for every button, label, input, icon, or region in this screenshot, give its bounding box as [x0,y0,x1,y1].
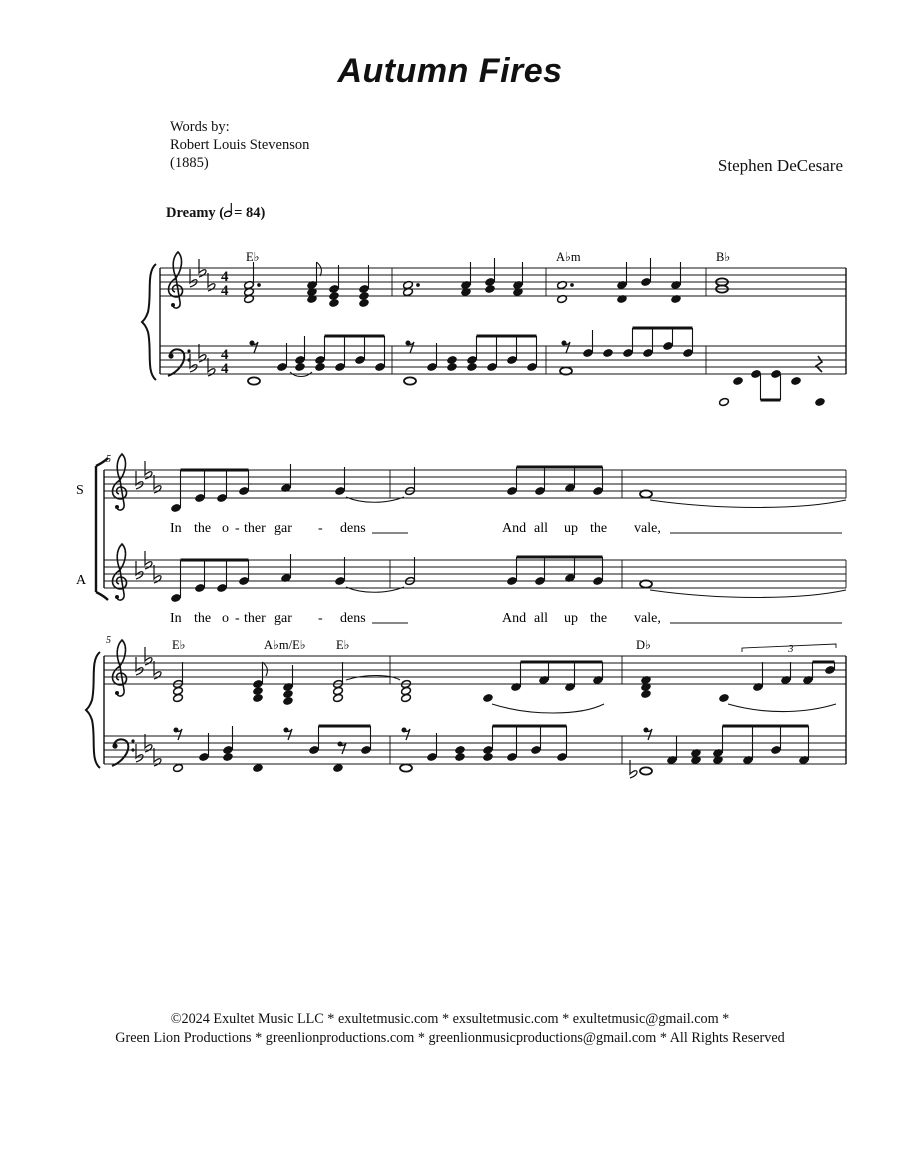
lyric-syllable: up [564,611,578,626]
treble-clef-icon [113,640,127,696]
chord-symbol: E♭ [172,638,186,652]
tempo-text: Dreamy ( [166,205,225,221]
lyric-syllable: gar [274,521,292,536]
lyric-syllable: the [194,611,212,626]
lyric-syllable: the [590,611,608,626]
copyright-footer [0,1010,900,1048]
lyric-hyphen: - [318,611,323,626]
triplet-number: 3 [788,643,794,655]
alto-lyrics [170,611,842,626]
alto-melody [171,554,846,602]
system-1 [142,250,846,407]
treble-clef-icon [113,544,127,600]
lyric-syllable: dens [340,521,366,536]
voice-label-soprano: S [76,483,84,498]
piano-lh-system-2 [173,726,810,778]
measure-number: 5 [106,635,111,646]
chord-symbol: D♭ [636,638,651,652]
lyric-syllable: all [534,611,548,626]
lyric-syllable: And [502,611,527,626]
lyric-syllable: the [194,521,212,536]
key-signature [190,259,215,376]
lyric-syllable: dens [340,611,366,626]
tempo-value: = 84) [234,205,266,221]
grand-staff-brace [142,264,156,380]
lyric-hyphen: - [318,521,323,536]
measure-4-rh [716,278,728,292]
lyric-syllable: ther [244,611,266,626]
lyric-syllable: the [590,521,608,536]
lyric-syllable: all [534,521,548,536]
chord-symbol: A♭m/E♭ [264,638,306,652]
voice-label-alto: A [76,573,87,588]
measure-number: 5 [106,454,111,465]
lyric-hyphen: - [235,521,240,536]
treble-clef-icon [169,252,183,308]
grand-staff-brace [86,652,100,768]
poem-year: (1885) [170,155,209,171]
composer-credit: Stephen DeCesare [717,156,843,175]
treble-clef-icon [113,454,127,510]
chord-symbol: A♭m [556,250,581,264]
lyric-syllable: vale, [634,521,661,536]
key-signature [136,461,161,583]
svg-text:4: 4 [221,269,229,285]
measure-2-rh [403,258,524,297]
page-title: Autumn Fires [337,52,563,90]
lyric-hyphen: - [235,611,240,626]
lyric-syllable: o [222,521,229,536]
chord-symbol: E♭ [246,250,260,264]
chord-symbol: B♭ [716,250,731,264]
measure-3-rh [557,258,682,304]
time-signature [221,269,229,377]
lyric-syllable: In [170,521,182,536]
chord-symbol: E♭ [336,638,350,652]
measure-1-rh [244,262,370,307]
piano-rh-system-2 [173,644,836,713]
soprano-melody [171,464,846,512]
lyric-syllable: up [564,521,578,536]
lyric-syllable: o [222,611,229,626]
soprano-lyrics [170,521,842,536]
system-2 [76,454,846,778]
svg-text:4: 4 [221,283,229,299]
key-signature [136,647,161,766]
lyric-syllable: ther [244,521,266,536]
lyric-syllable: vale, [634,611,661,626]
footer-line-2: Green Lion Productions * greenlionproductions.com * greenlionmusicproductions@gmail.com * All Rights Reserved [115,1030,785,1046]
poet-name: Robert Louis Stevenson [170,137,310,153]
svg-text:4: 4 [221,347,229,363]
footer-line-1: ©2024 Exultet Music LLC * exultetmusic.com * exsultetmusic.com * exultetmusic@gmail.com * [170,1011,730,1027]
lyric-syllable: gar [274,611,292,626]
words-by-label: Words by: [170,119,230,135]
lyric-syllable: In [170,611,182,626]
choir-bracket [96,458,108,600]
svg-text:4: 4 [221,361,229,377]
lyric-syllable: And [502,521,527,536]
